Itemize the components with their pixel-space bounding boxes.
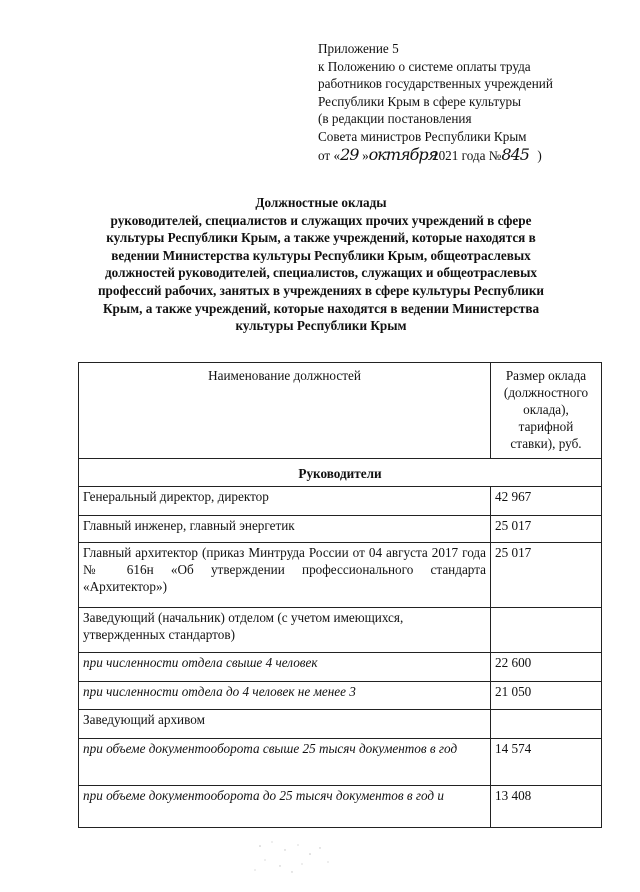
title-line: профессий рабочих, занятых в учреждениях в сфере культуры Республики (97, 282, 545, 298)
date-prefix: от « (318, 147, 341, 163)
header-salary-line: тарифной (518, 419, 574, 434)
appendix-line-4: Республики Крым в сфере культуры (318, 93, 521, 109)
table-row (79, 653, 602, 682)
scan-noise-marks (250, 836, 340, 876)
table-row (79, 487, 602, 516)
appendix-line-6: Совета министров Республики Крым (318, 128, 527, 144)
header-salary-line: оклада), (523, 402, 569, 417)
position-cell: Генеральный директор, директор (79, 487, 491, 516)
section-heading: Руководители (79, 459, 602, 487)
handwritten-number: 845 (501, 144, 529, 164)
header-salary-line: ставки), руб. (510, 436, 582, 451)
salary-cell: 14 574 (491, 739, 602, 786)
salary-cell (491, 608, 602, 653)
table-row (79, 786, 602, 828)
title-line: руководителей, специалистов и служащих прочих учреждений в сфере (110, 212, 532, 228)
title-line: культуры Республики Крым, а также учреждений, которые находятся в (106, 230, 536, 246)
table-row (79, 682, 602, 710)
table-row (79, 608, 602, 653)
header-salary-line: Размер оклада (505, 368, 587, 383)
position-cell: Заведующий (начальник) отделом (с учетом имеющихся, утвержденных стандартов) (79, 608, 491, 653)
handwritten-day: 29 (340, 144, 359, 164)
date-mid: » (362, 147, 369, 163)
position-cell: при объеме документооборота до 25 тысяч документов в год и (79, 786, 491, 828)
header-name-cell: Наименование должностей (79, 363, 491, 459)
salary-table (78, 362, 602, 828)
appendix-line-1: Приложение 5 (318, 41, 399, 56)
salary-cell (491, 710, 602, 739)
header-salary-cell (491, 363, 602, 459)
appendix-line-2: к Положению о системе оплаты труда (318, 58, 531, 74)
title-line: Крым, а также учреждений, которые находятся в ведении Министерства (102, 300, 540, 316)
table-row (79, 710, 602, 739)
title-line: Должностные оклады (255, 195, 387, 210)
title-line: ведении Министерства культуры Республики Крым, общеотраслевых (111, 247, 531, 263)
salary-cell: 21 050 (491, 682, 602, 710)
position-cell: при численности отдела до 4 человек не менее 3 (79, 682, 491, 710)
date-suffix: ) (537, 147, 542, 163)
appendix-line-3: работников государственных учреждений (318, 76, 553, 92)
handwritten-month: октября (368, 144, 438, 164)
salary-cell: 25 017 (491, 516, 602, 543)
position-cell: Заведующий архивом (79, 710, 491, 739)
section-row (79, 459, 602, 487)
header-salary-line: (должностного (503, 385, 589, 400)
table-header-row (79, 363, 602, 459)
salary-cell: 22 600 (491, 653, 602, 682)
position-cell: при численности отдела свыше 4 человек (79, 653, 491, 682)
table-row (79, 516, 602, 543)
appendix-line-5: (в редакции постановления (318, 111, 472, 127)
document-title (84, 194, 558, 335)
salary-cell: 42 967 (491, 487, 602, 516)
title-line: должностей руководителей, специалистов, служащих и общеотраслевых (104, 265, 538, 281)
position-cell: Главный архитектор (приказ Минтруда России от 04 августа 2017 года № 616н «Об утверждении профессионального стандарта «Архитектор») (79, 543, 491, 608)
title-line: культуры Республики Крым (235, 318, 407, 334)
appendix-block (318, 40, 618, 164)
position-cell: Главный инженер, главный энергетик (79, 516, 491, 543)
salary-cell: 13 408 (491, 786, 602, 828)
table-row (79, 543, 602, 608)
date-year: 2021 года № (428, 147, 502, 163)
appendix-date-line (318, 146, 618, 165)
position-cell: при объеме документооборота свыше 25 тысяч документов в год (79, 739, 491, 786)
salary-cell: 25 017 (491, 543, 602, 608)
table-row (79, 739, 602, 786)
